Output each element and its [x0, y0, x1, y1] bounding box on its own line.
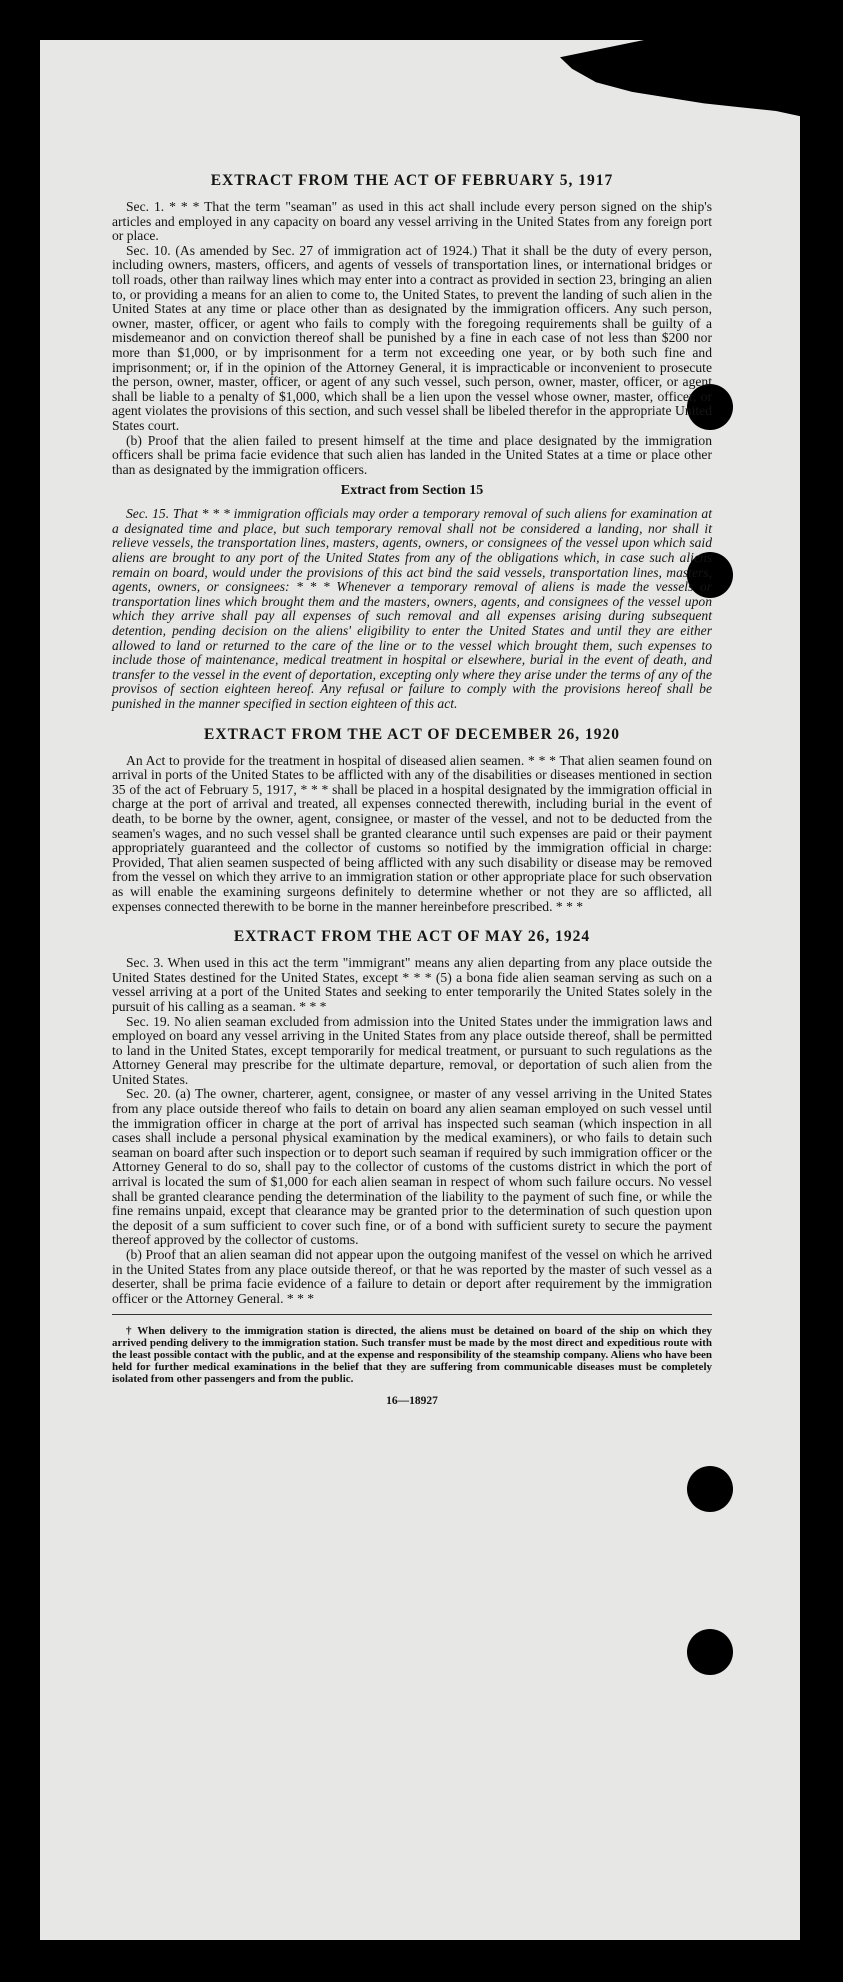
document-text: [112, 172, 712, 1407]
paragraph: (b) Proof that the alien failed to present himself at the time and place designated by the immigration officers shall be prima facie evidence that such alien has landed in the United States at a time or place other than as designated by the immigration officers.: [112, 432, 712, 477]
paragraph: Sec. 10. (As amended by Sec. 27 of immigration act of 1924.) That it shall be the duty of every person, including owners, masters, officers, and agents of vessels of transportation lines, or international bridges or toll roads, other than railway lines which may enter into a contract as provided in section 23, bringing an alien to, or providing a means for an alien to come to, the United States, to prevent the landing of such alien in the United States at any time or place other than as designated by the immigration officers. Any such person, owner, master, officer, or agent who fails to comply with the foregoing requirements shall be guilty of a misdemeanor and on conviction thereof shall be punished by a fine in each case of not less than $200 nor more than $1,000, or by imprisonment for a term not exceeding one year, or by both such fine and imprisonment; or, if in the opinion of the Attorney General, it is impracticable or inconvenient to prosecute the person, owner, master, officer, or agent of any such vessel, such person, owner, master, officer, or agent shall be liable to a penalty of $1,000, which shall be a lien upon the vessel whose owner, master, officer, or agent violates the provisions of this section, and such vessel shall be libeled therefor in the appropriate United States court.: [112, 242, 712, 433]
paragraph: Sec. 1. * * * That the term "seaman" as used in this act shall include every person signed on the ship's articles and employed in any capacity on board any vessel arriving in the United States from any foreign port or place.: [112, 199, 712, 244]
paragraph: Sec. 19. No alien seaman excluded from admission into the United States under the immigration laws and employed on board any vessel arriving in the United States from any place outside thereof, shall be permitted to land in the United States, except temporarily for medical treatment, or pursuant to such regulations as the Attorney General may prescribe for the ultimate departure, removal, or deportation of such alien from the United States.: [112, 1013, 712, 1087]
form-number: 16—18927: [386, 1395, 438, 1408]
punch-hole: [687, 1466, 733, 1512]
subsection-heading: Extract from Section 15: [340, 483, 484, 499]
section-heading: EXTRACT FROM THE ACT OF MAY 26, 1924: [233, 928, 591, 946]
paragraph: (b) Proof that an alien seaman did not appear upon the outgoing manifest of the vessel on which he arrived in the United States from any place outside thereof, or that he was reported by the master of such vessel as a deserter, shall be prima facie evidence of a failure to detain or deport after requirement by the immigration officer or the Attorney General. * * *: [112, 1247, 712, 1306]
punch-hole: [687, 1629, 733, 1675]
paragraph: Sec. 20. (a) The owner, charterer, agent, consignee, or master of any vessel arriving in the United States from any place outside thereof who fails to detain on board any alien seaman employed on such vessel until the immigration officer in charge at the port of arrival has inspected such seaman (which inspection in all cases shall include a personal physical examination by the medical examiners), or who fails to detain such seaman on board after such inspection or to deport such seaman if required by such immigration officer or the Attorney General to do so, shall pay to the collector of customs of the customs district in which the port of arrival is located the sum of $1,000 for each alien seaman in respect of whom such failure occurs. No vessel shall be granted clearance pending the determination of the liability to the payment of such fine, or while the fine remains unpaid, except that clearance may be granted prior to the determination of such question upon the deposit of a sum sufficient to cover such fine, or of a bond with sufficient surety to secure the payment thereof approved by the collector of customs.: [112, 1086, 712, 1248]
paragraph: Sec. 3. When used in this act the term "immigrant" means any alien departing from any place outside the United States destined for the United States, except * * * (5) a bona fide alien seaman serving as such on a vessel arriving at a port of the United States and seeking to enter temporarily the United States solely in the pursuit of his calling as a seaman. * * *: [112, 955, 712, 1014]
section-heading: EXTRACT FROM THE ACT OF DECEMBER 26, 1920: [204, 725, 620, 743]
divider: [112, 1314, 712, 1315]
footnote: † When delivery to the immigration station is directed, the aliens must be detained on board of the ship on which they arrived pending delivery to the immigration station. Such transfer must be made by the most direct and expeditious route with the least possible contact with the public, and at the expense and responsibility of the steamship company. Aliens who have been held for further medical examinations in the belief that they are suffering from communicable diseases must be completely isolated from other passengers and from the public.: [112, 1325, 712, 1386]
section-heading: EXTRACT FROM THE ACT OF FEBRUARY 5, 1917: [210, 172, 614, 189]
paragraph: An Act to provide for the treatment in hospital of diseased alien seamen. * * * That alien seamen found on arrival in ports of the United States to be afflicted with any of the disabilities or diseases mentioned in section 35 of the act of February 5, 1917, * * * shall be placed in a hospital designated by the immigration official in charge at the port of arrival and treated, all expenses connected therewith, including burial in the event of death, to be borne by the owner, agent, consignee, or master of the vessel, and not to be deducted from the seamen's wages, and no such vessel shall be granted clearance until such expenses are paid or their payment appropriately guaranteed and the collector of customs so notified by the immigration official in charge: Provided, That alien seamen suspected of being afflicted with any such disability or disease may be removed from the vessel on which they arrive to an immigration station or other appropriate place for such observation as will enable the examining surgeons definitely to determine whether or not they are so afflicted, all expenses connected therewith to be borne in the manner hereinbefore prescribed. * * *: [112, 752, 712, 914]
paragraph: Sec. 15. That * * * immigration officials may order a temporary removal of such aliens for examination at a designated time and place, but such temporary removal shall not be considered a landing, nor shall it relieve vessels, the transportation lines, masters, agents, owners, or consignees of the vessel upon which said aliens are brought to any port of the United States from any of the obligations which, in case such aliens remain on board, would under the provisions of this act bind the said vessels, transportation lines, masters, agents, owners, or consignees: * * * Whenever a temporary removal of aliens is made the vessels or transportation lines which brought them and the masters, owners, agents, and consignees of the vessel upon which they arrive shall pay all expenses of such removal and all expenses arising during subsequent detention, pending decision on the aliens' eligibility to enter the United States and until they are either allowed to land or returned to the care of the line or to the vessel which brought them, such expenses to include those of maintenance, medical treatment in hospital or elsewhere, burial in the event of death, and transfer to the vessel in the event of deportation, excepting only where they arise under the terms of any of the provisos of section eighteen hereof. Any refusal or failure to comply with the provisions hereof shall be punished in the manner specified in section eighteen of this act.: [112, 506, 712, 711]
